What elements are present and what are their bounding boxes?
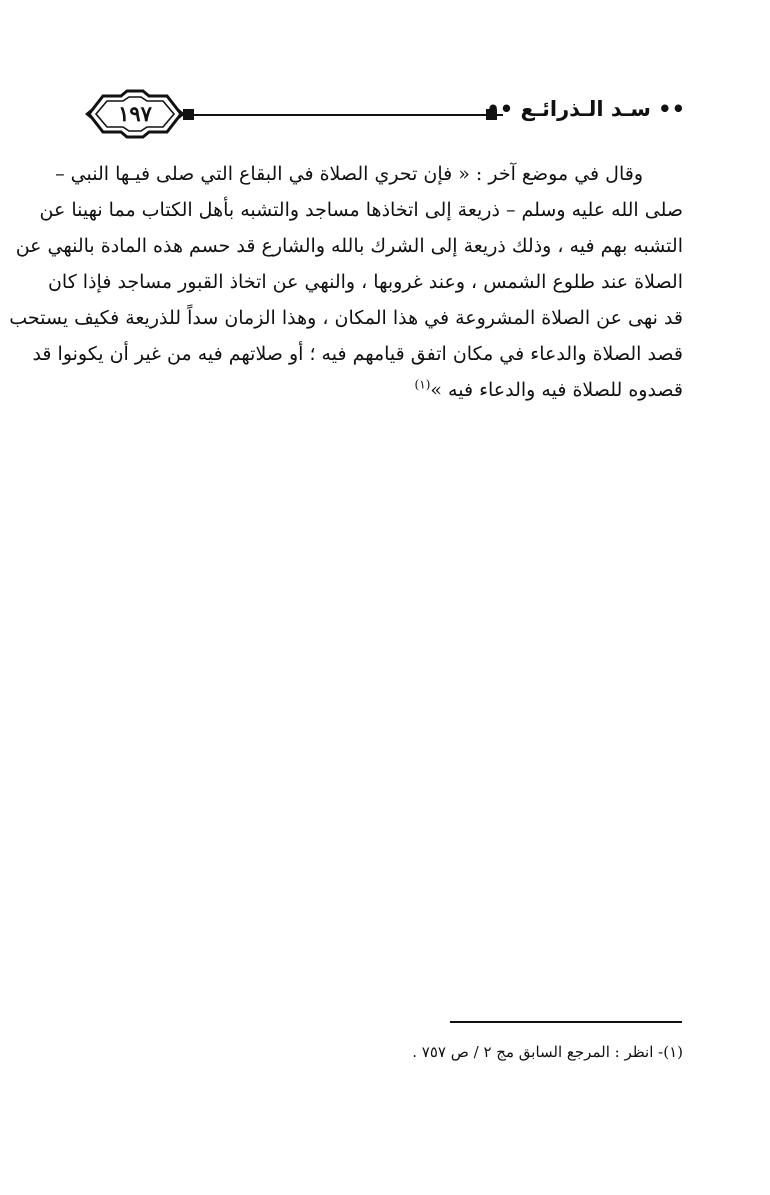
body-line: قد نهى عن الصلاة المشروعة في هذا المكان ، وهذا الزمان سداً للذريعة فكيف يستحب (9, 307, 683, 329)
body-paragraph (9, 156, 683, 408)
body-line-text: قصدوه للصلاة فيه والدعاء فيه » (430, 379, 683, 401)
footnote: (١)- انظر : المرجع السابق مج ٢ / ص ٧٥٧ . (412, 1043, 683, 1061)
page-number-badge (85, 88, 185, 140)
body-line: قصد الصلاة والدعاء في مكان اتفق قيامهم فيه ؛ أو صلاتهم فيه من غير أن يكونوا قد (32, 343, 683, 365)
body-line: صلى الله عليه وسلم – ذريعة إلى اتخاذها مساجد والتشبه بأهل الكتاب مما نهينا عن (39, 199, 683, 221)
page-number: ١٩٧ (118, 101, 152, 126)
body-line-last (86, 372, 683, 408)
body-line: وقال في موضع آخر : « فإن تحري الصلاة في البقاع التي صلى فيـها النبي – (55, 163, 643, 185)
body-line: التشبه بهم فيه ، وذلك ذريعة إلى الشرك بالله والشارع قد حسم هذه المادة بالنهي عن (15, 235, 683, 257)
body-line: الصلاة عند طلوع الشمس ، وعند غروبها ، والنهي عن اتخاذ القبور مساجد فإذا كان (47, 271, 683, 293)
square-ornament-icon (183, 109, 194, 120)
running-title: •• سـد الـذرائـع •• (486, 97, 685, 121)
footnote-reference[interactable]: (١) (414, 377, 431, 392)
running-header (85, 88, 685, 148)
header-divider (181, 112, 503, 118)
footnote-divider (450, 1021, 682, 1023)
